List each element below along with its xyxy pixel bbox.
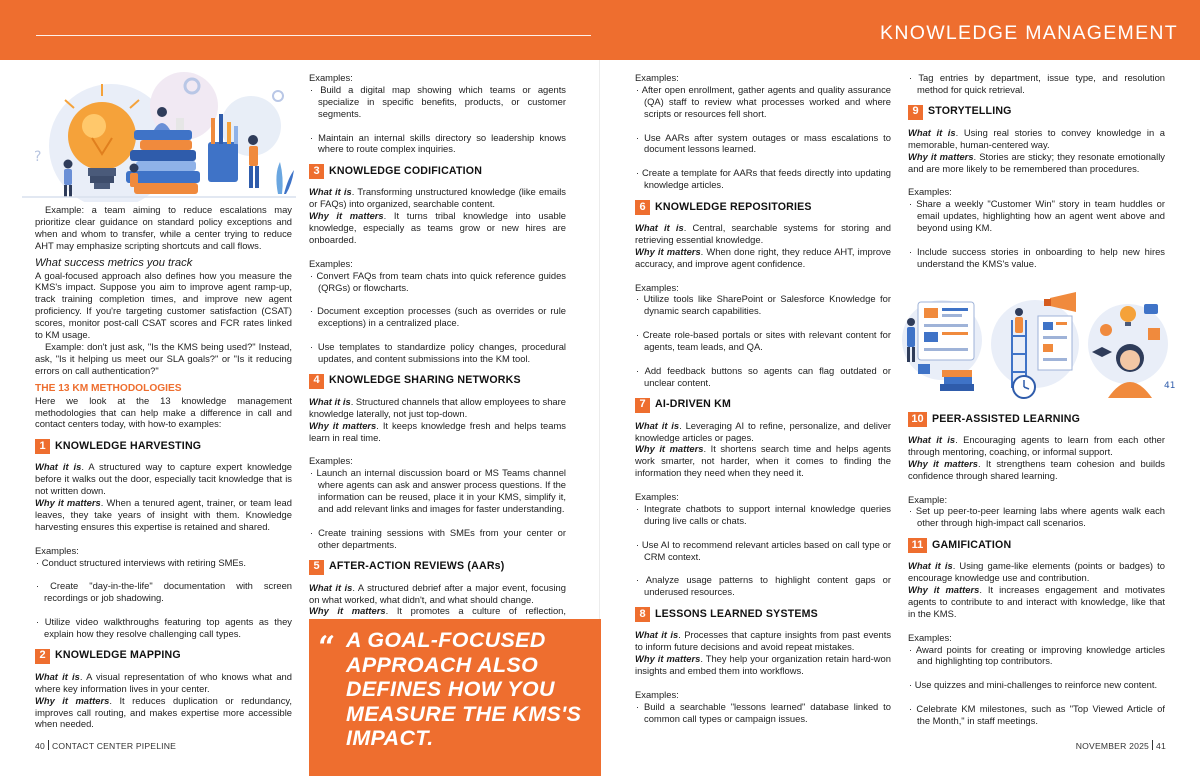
method-7-heading	[635, 397, 891, 414]
list-item: · Utilize video walkthroughs featuring top agents as they explain how they resolve challenging call types.	[36, 616, 292, 639]
publication-name: CONTACT CENTER PIPELINE	[51, 741, 177, 751]
list-item: · Celebrate KM milestones, such as "Top Viewed Article of the Month," in staff meetings.	[909, 703, 1165, 726]
method-6-why: Why it matters. When done right, they reduce AHT, improve accuracy, and improve agent confidence.	[635, 245, 891, 269]
list-item: · Create a template for AARs that feeds directly into updating knowledge articles.	[636, 167, 891, 191]
method-8-what: What it is. Processes that capture insights from past events to inform future decisions and avoid repeat mistakes.	[635, 629, 892, 653]
page-number-left: 40	[35, 741, 45, 751]
method-title: PEER-ASSISTED LEARNING	[932, 412, 1081, 425]
books-icon	[940, 370, 974, 391]
method-9-heading	[908, 104, 1165, 121]
method-4-what: What it is. Structured channels that allow employees to share knowledge laterally, not just top-down.	[309, 395, 566, 419]
list-item: · Utilize tools like SharePoint or Salesforce Knowledge for dynamic search capabilities.	[636, 293, 891, 317]
list-item: · Share a weekly "Customer Win" story in team huddles or email updates, highlighting how an agent went above and beyond using KM.	[909, 198, 1165, 234]
header-rule	[36, 35, 591, 36]
list-item: · Document exception processes (such as overrides or rule exceptions) in a centralized place.	[310, 305, 566, 329]
method-1-heading	[35, 438, 292, 455]
method-7-what: What it is. Leveraging AI to refine, personalize, and deliver knowledge articles or pages.	[635, 419, 891, 443]
examples-label: Examples:	[908, 186, 952, 198]
learning-scenes-illustration	[900, 292, 1175, 402]
example-label: Example:	[908, 493, 948, 505]
method-title: GAMIFICATION	[932, 538, 1012, 551]
method-9-what: What it is. Using real stories to convey knowledge in a memorable, human-centered way.	[908, 126, 1166, 150]
metrics-paragraph: A goal-focused approach also defines how you measure the KMS's impact. Suppose you aim to improve agent ramp-up, track training completion times, and improve new agent proficiency. If you're targeting customer satisfaction (CSAT) scores, monitor post-call CSAT scores and FCR rates linked to KM usage.	[35, 269, 292, 341]
metrics-heading: What success metrics you track	[35, 256, 193, 269]
examples-label: Examples:	[309, 455, 353, 467]
list-item: · Use templates to standardize policy changes, procedural updates, and content submissions into the KM tool.	[310, 341, 567, 364]
method-number-badge: 7	[635, 398, 650, 413]
method-number-badge: 3	[309, 164, 324, 179]
method-number-badge: 1	[35, 439, 50, 454]
list-item: · Convert FAQs from team chats into quick reference guides (QRGs) or flowcharts.	[310, 269, 566, 293]
method-11-heading	[908, 537, 1165, 554]
list-item: · Maintain an internal skills directory so leadership knows where to route complex inquiries.	[310, 131, 566, 155]
question-mark-icon: ?	[34, 149, 42, 165]
method-10-why: Why it matters. It strengthens team cohesion and builds confidence through shared learning.	[908, 457, 1165, 481]
method-number-badge: 11	[908, 538, 927, 553]
page-number-right: 41	[1156, 741, 1166, 751]
thumbs-up-icon	[1100, 324, 1112, 336]
method-8-why: Why it matters. They help your organization retain hard-won insights and embed them into workflows.	[635, 653, 891, 676]
method-number-badge: 10	[908, 412, 927, 427]
list-item: · Create role-based portals or sites with relevant content for agents, team leads, and QA.	[636, 329, 891, 353]
method-number-badge: 5	[309, 560, 324, 575]
list-item: · Build a digital map showing which teams or agents specialize in specific benefits, products, or customer segments.	[310, 83, 566, 119]
method-6-what: What it is. Central, searchable systems for storing and retrieving essential knowledge.	[635, 222, 891, 245]
method-9-why: Why it matters. Stories are sticky; they resonate emotionally and are more likely to be remembered than procedures.	[908, 150, 1165, 174]
method-3-why: Why it matters. It turns tribal knowledge into usable knowledge, especially as teams grow or new hires are onboarded.	[309, 210, 566, 245]
examples-label: Examples:	[35, 544, 79, 556]
issue-date: NOVEMBER 2025	[1075, 741, 1150, 751]
person-with-laptop-icon	[64, 160, 73, 198]
list-item: · Conduct structured interviews with retiring SMEs.	[36, 556, 246, 568]
method-5-what: What it is. A structured debrief after a major event, focusing on what worked, what didn't, and what should change.	[309, 581, 566, 605]
method-title: KNOWLEDGE HARVESTING	[55, 439, 202, 452]
method-number-badge: 8	[635, 607, 650, 622]
method-title: KNOWLEDGE MAPPING	[55, 649, 181, 662]
methodologies-heading: THE 13 KM METHODOLOGIES	[35, 382, 182, 394]
examples-label: Examples:	[908, 631, 952, 643]
chat-icon	[1144, 304, 1158, 314]
method-1-what: What it is. A structured way to capture expert knowledge before it walks out the door, especially tacit knowledge that is not written down.	[35, 461, 292, 497]
method-3-what: What it is. Transforming unstructured knowledge (like emails or FAQs) into organized, searchable content.	[309, 186, 566, 210]
chart-panel-icon	[1038, 316, 1072, 370]
list-item: · Use AARs after system outages or mass escalations to document lessons learned.	[636, 131, 891, 155]
footer-left	[35, 740, 176, 751]
method-10-what: What it is. Encouraging agents to learn from each other through mentoring, coaching, or informal support.	[908, 434, 1165, 457]
clock-icon	[1013, 376, 1035, 398]
list-item: · Use AI to recommend relevant articles based on call type or CRM context.	[636, 538, 891, 562]
gear-icon	[273, 91, 283, 101]
list-item: · Integrate chatbots to support internal knowledge queries during live calls or chats.	[636, 503, 891, 526]
number-icon: 41	[1164, 381, 1175, 391]
column-3	[635, 72, 891, 724]
method-2-heading	[35, 648, 292, 665]
list-item: · Use quizzes and mini-challenges to reinforce new content.	[909, 679, 1158, 691]
method-number-badge: 9	[908, 105, 923, 120]
methodologies-intro: Here we look at the 13 knowledge management methodologies that can help make a difference in call and contact centers today, with how-to examples:	[35, 394, 292, 430]
list-item: · Build a searchable "lessons learned" database linked to common call types or campaign issues.	[636, 700, 891, 724]
method-title: KNOWLEDGE CODIFICATION	[329, 164, 483, 177]
list-item: · Launch an internal discussion board or MS Teams channel where agents can ask and answer process questions. If the information can be reused, place it in your KMS, simplify it, and add relevant links and images for faster understanding.	[310, 467, 566, 515]
column-2	[309, 72, 566, 629]
method-11-why: Why it matters. It increases engagement and motivates agents to contribute to and interact with knowledge, like that in the KMS.	[908, 584, 1165, 619]
quote-mark-icon: “	[318, 630, 336, 665]
examples-label: Examples:	[635, 72, 679, 83]
lightbulb-books-illustration	[16, 66, 298, 202]
column-4	[908, 72, 1165, 270]
list-item: · Add feedback buttons so agents can flag outdated or unclear content.	[636, 364, 891, 388]
examples-label: Examples:	[635, 688, 679, 700]
list-item: · Create training sessions with SMEs from your center or other departments.	[310, 526, 566, 550]
info-board-icon	[918, 302, 974, 360]
pull-quote-text: A GOAL-FOCUSED APPROACH ALSO DEFINES HOW YOU MEASURE THE KMS'S IMPACT.	[346, 628, 582, 751]
method-6-heading	[635, 199, 891, 216]
metrics-example: Example: don't just ask, "Is the KMS being used?" Instead, ask, "Is it helping us meet our SLA goals?" or "Is it reducing errors on call authentication?"	[35, 340, 292, 376]
list-item: · After open enrollment, gather agents and quality assurance (QA) staff to review what processes worked and where scripts or resources fell short.	[636, 83, 891, 119]
plant-icon	[276, 162, 294, 194]
what-label: What it is	[35, 461, 82, 473]
list-item: · Analyze usage patterns to highlight content gaps or underused resources.	[636, 574, 891, 598]
method-number-badge: 4	[309, 374, 324, 389]
method-2-why: Why it matters. It reduces duplication or redundancy, improves call routing, and makes expertise more accessible when needed.	[35, 694, 292, 730]
section-title: KNOWLEDGE MANAGEMENT	[880, 22, 1178, 44]
list-item: · Include success stories in onboarding to help new hires understand the KMS's value.	[909, 245, 1165, 269]
footer-right	[1076, 740, 1166, 751]
intro-example: Example: a team aiming to reduce escalations may prioritize clear guidance on standard policy exceptions and when and whom to transfer, while a center trying to reduce AHT may emphasize scripting shortcuts and call flows.	[35, 204, 292, 251]
method-8-heading	[635, 606, 891, 623]
column-4-continued	[908, 403, 1165, 727]
method-title: AI-DRIVEN KM	[655, 398, 731, 411]
list-item: · Award points for creating or improving knowledge articles and highlighting top contributors.	[909, 643, 1165, 667]
method-title: KNOWLEDGE SHARING NETWORKS	[329, 374, 521, 387]
examples-label: Examples:	[309, 72, 353, 83]
examples-label: Examples:	[635, 491, 679, 503]
person-with-book-icon	[130, 164, 139, 188]
method-2-what: What it is. A visual representation of who knows what and where key information lives in your center.	[35, 670, 292, 694]
method-5-heading	[309, 559, 566, 576]
method-number-badge: 2	[35, 649, 50, 664]
method-5-why: Why it matters. It promotes a culture of reflection,	[309, 605, 566, 617]
why-label: Why it matters	[35, 497, 101, 509]
method-title: AFTER-ACTION REVIEWS (AARs)	[329, 560, 505, 573]
method-4-why: Why it matters. It keeps knowledge fresh and helps teams learn in real time.	[309, 419, 566, 443]
method-1-why: Why it matters. When a tenured agent, trainer, or team lead leaves, they take years of insight with them. Knowledge harvesting ensures this expertise is retained and shared.	[35, 497, 292, 532]
method-title: STORYTELLING	[928, 105, 1012, 118]
method-number-badge: 6	[635, 200, 650, 215]
method-10-heading	[908, 411, 1165, 428]
list-item: · Tag entries by department, issue type, and resolution method for quick retrieval.	[909, 72, 1165, 95]
method-7-why: Why it matters. It shortens search time and helps agents work smarter, not harder, when it comes to finding the information they need when they need it.	[635, 443, 891, 479]
method-3-heading	[309, 163, 566, 180]
examples-label: Examples:	[635, 281, 679, 293]
method-4-heading	[309, 373, 566, 390]
method-11-what: What it is. Using game-like elements (points or badges) to encourage knowledge use and contribution.	[908, 560, 1165, 584]
box-icon	[918, 364, 930, 374]
examples-label: Examples:	[309, 257, 353, 269]
column-1	[35, 204, 292, 730]
method-title: KNOWLEDGE REPOSITORIES	[655, 200, 812, 213]
list-item: · Create "day-in-the-life" documentation with screen recordings or job shadowing.	[36, 580, 292, 604]
list-item: · Set up peer-to-peer learning labs where agents walk each other through high-impact call scenarios.	[909, 505, 1165, 529]
method-title: LESSONS LEARNED SYSTEMS	[655, 607, 818, 620]
